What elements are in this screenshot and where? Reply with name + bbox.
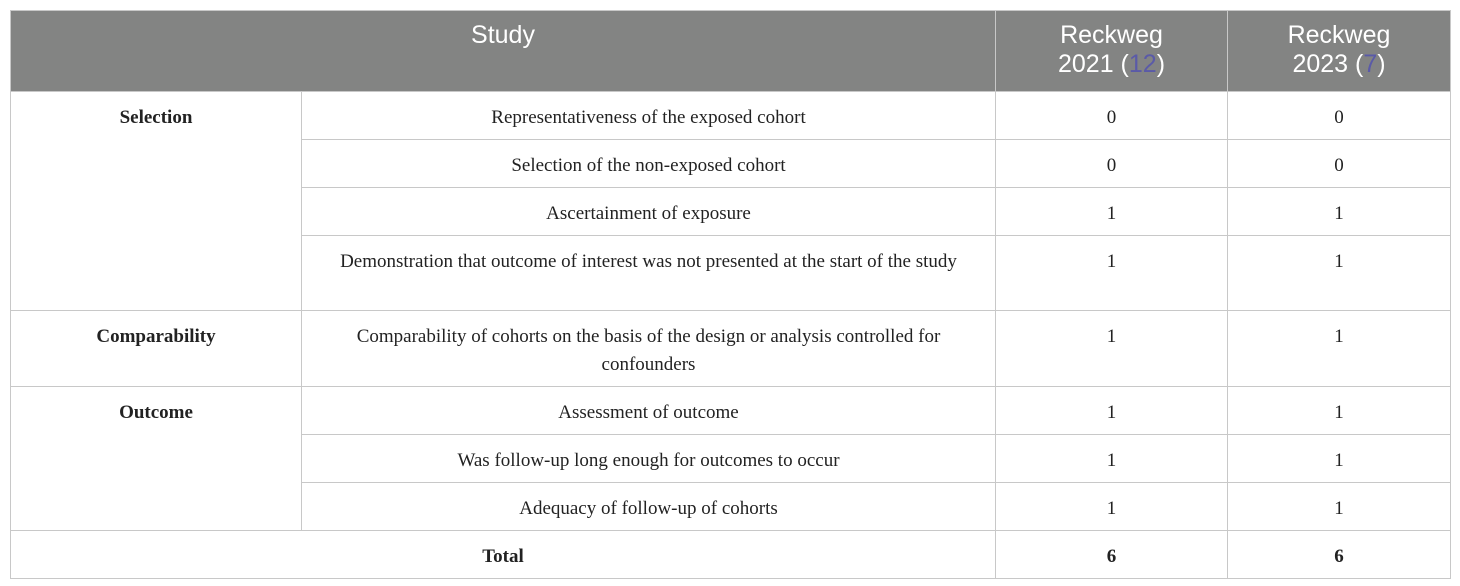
score-2023-cell: 1 [1228, 188, 1451, 236]
criterion-cell: Assessment of outcome [302, 387, 996, 435]
table-row [11, 311, 1451, 387]
criterion-cell: Ascertainment of exposure [302, 188, 996, 236]
score-2023-cell: 0 [1228, 92, 1451, 140]
criterion-cell: Selection of the non-exposed cohort [302, 140, 996, 188]
total-2023-cell: 6 [1228, 531, 1451, 579]
total-row [11, 531, 1451, 579]
score-2023-cell: 0 [1228, 140, 1451, 188]
criterion-cell: Adequacy of follow-up of cohorts [302, 483, 996, 531]
table-row [11, 92, 1451, 140]
reckweg-2023-header: Reckweg 2023 (7) [1228, 11, 1451, 92]
reckweg-2021-header: Reckweg 2021 (12) [996, 11, 1228, 92]
score-2021-cell: 1 [996, 236, 1228, 311]
score-2023-cell: 1 [1228, 387, 1451, 435]
score-2023-cell: 1 [1228, 435, 1451, 483]
category-selection: Selection [11, 92, 302, 311]
criterion-cell: Representativeness of the exposed cohort [302, 92, 996, 140]
header-row [11, 11, 1451, 92]
criterion-cell: Was follow-up long enough for outcomes to occur [302, 435, 996, 483]
score-2021-cell: 1 [996, 311, 1228, 387]
study-header: Study [11, 11, 996, 92]
category-outcome: Outcome [11, 387, 302, 531]
score-2023-cell: 1 [1228, 236, 1451, 311]
score-2023-cell: 1 [1228, 311, 1451, 387]
reference-link-7[interactable]: 7 [1363, 50, 1378, 78]
score-2021-cell: 0 [996, 140, 1228, 188]
quality-assessment-table [10, 10, 1451, 579]
score-2021-cell: 0 [996, 92, 1228, 140]
score-2023-cell: 1 [1228, 483, 1451, 531]
category-comparability: Comparability [11, 311, 302, 387]
total-label: Total [11, 531, 996, 579]
reference-link-12[interactable]: 12 [1128, 50, 1157, 78]
score-2021-cell: 1 [996, 483, 1228, 531]
table-row [11, 387, 1451, 435]
score-2021-cell: 1 [996, 188, 1228, 236]
score-2021-cell: 1 [996, 435, 1228, 483]
score-2021-cell: 1 [996, 387, 1228, 435]
criterion-cell: Comparability of cohorts on the basis of the design or analysis controlled for confounders [302, 311, 996, 387]
total-2021-cell: 6 [996, 531, 1228, 579]
criterion-cell: Demonstration that outcome of interest was not presented at the start of the study [302, 236, 996, 311]
